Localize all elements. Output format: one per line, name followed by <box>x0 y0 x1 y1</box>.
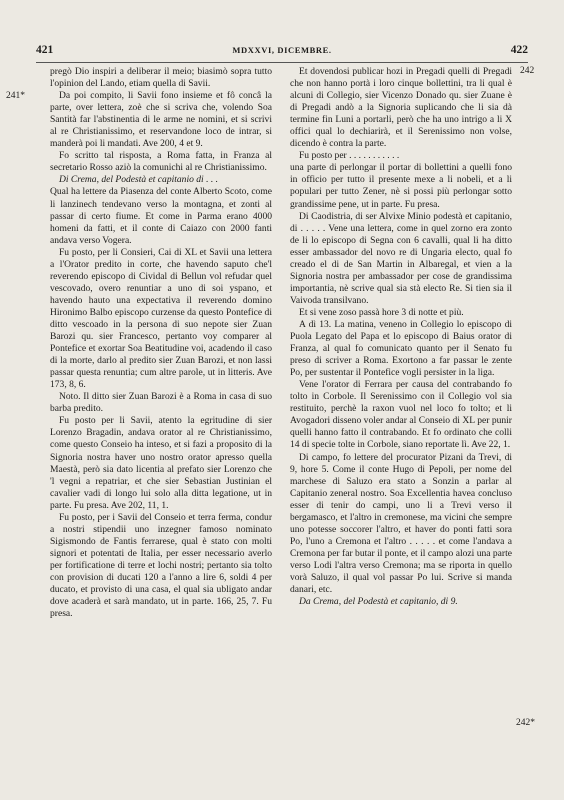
paragraph: Et dovendosi publicar hozi in Pregadi quelli di Pregadi che non hanno portà i loro cinque bollettini, tra li qual è alcuni di Collegio, sier Vicenzo Donado qu. sier Zuane è di Pregadi andò a la Signoria suplicando che li sia dà termine fin Luni a portarli, però che ha uno intrigo a li X offici qual lo dechiarirà, et il Serenissimo non volse, dicendo è contra la parte. <box>290 66 512 150</box>
paragraph: pregò Dio inspiri a deliberar il meio; biasimò sopra tutto l'opinion del Lando, etiam quella di Savii. <box>50 66 272 90</box>
paragraph: Di Caodistria, di ser Alvixe Minio podestà et capitanio, di . . . . . Vene una lettera, come in quel zorno era zonto de li lo episcopo di Segna con 6 cavalli, qual li ha ditto esser ambassador del novo re di Ungaria electo, qual fo creado el di de San Martin in Albaregal, et vien a la Signoria nostra per ambassador per cose de grandissima importantia, nè scrive qual sia stà electo Re. Si tien sia il Vaivoda transilvano. <box>290 210 512 306</box>
paragraph: Qual ha lettere da Piasenza del conte Alberto Scoto, come li lanzinech tendevano verso la montagna, et zonti al passar di certo fiume. Et come in Parma erano 4000 homeni da fatti, et il conte di Caiazo con 2000 fanti andava verso Vogera. <box>50 186 272 246</box>
right-column <box>290 66 512 608</box>
margin-ref-right-bottom: 242* <box>516 718 535 728</box>
running-title: MDXXVI, DICEMBRE. <box>232 45 332 55</box>
left-column <box>50 66 272 620</box>
paragraph: una parte di perlongar il portar di bollettini a quelli fono in officio per tutto il presente mexe a li nobeli, et a li populari per tutto Zener, nè si possi più perlongar sotto grandissime pene, ut in parte. Fu presa. <box>290 162 512 210</box>
paragraph: Vene l'orator di Ferrara per causa del contrabando fo tolto in Corbole. Il Serenissimo con il Collegio vol sia restituito, perchè la raxon vuol nel loco fo tolto; et li Avogadori disseno voler andar al Conseio di XL per punir quelli hanno fatto il contrabando. Et fo ordinato che colli 14 di specie tolte in Corbole, siano reportate lì. Ave 22, 1. <box>290 379 512 451</box>
paragraph: Et si vene zoso passà hore 3 di notte et più. <box>299 306 464 318</box>
paragraph: Da poi compito, li Savii fono insieme et fô concâ la parte, over lettera, zoè che si scriva che, volendo Soa Santità far l'abstinentia di le arme ne nomini, et si scrivi al re Christianissimo, et reservandone loco de intrar, si manderà poi li mandati. Ave 200, 4 et 9. <box>50 90 272 150</box>
section-heading: Di Crema, del Podestà et capitanio di . . . <box>59 174 219 186</box>
paragraph: Fu posto per . . . . . . . . . . . <box>299 150 400 162</box>
page-number-right: 422 <box>510 44 528 56</box>
paragraph: Di campo, fo lettere del procurator Pizani da Trevi, di 9, hore 5. Come il conte Hugo di Pepoli, per nome del marchese di Saluzo era stato a Sonzin a parlar al Capitanio zeneral nostro. Soa Excellentia havea concluso esser di tenir do campi, uno li a Trevi verso il bergamasco, et l'altro in cremonese, ma vicini che sempre uno potesse soccorer l'altro, et haver do ponti fatti sora Po, l'uno a Cremona et l'altro . . . . . et come l'andava a Cremona per far butar il ponte, et il campo alozi una parte verso Lodi l'altra verso Cremona; ma se riporta in quello vorà Saluzo, il qual vol passar Po lui. Scrive si manda danari, etc. <box>290 451 512 596</box>
paragraph: Fo scritto tal risposta, a Roma fatta, in Franza al secretario Rosso aziò la comunichi al re Christianissimo. <box>50 150 272 174</box>
paragraph: Fu posto per li Savii, atento la egritudine di sier Lorenzo Bragadin, andava orator al re Christianissimo, come questo Conseio ha inteso, et si fazi a proposito di la Signoria nostra haver uno nostro orator apresso quella Maestà, però sia dato licentia al prefato sier Lorenzo che 'l vegni a repatriar, et che sier Sebastian Justinian el cavalier vadi di longo lui solo alla ditta legatione, ut in parte. Fu presa. Ave 202, 11, 1. <box>50 415 272 511</box>
paragraph: Noto. Il ditto sier Zuan Barozi è a Roma in casa di suo barba predito. <box>50 391 272 415</box>
page-number-left: 421 <box>36 44 54 56</box>
running-header <box>36 44 528 60</box>
margin-ref-right-top: 242 <box>520 66 535 76</box>
paragraph: Fu posto, per li Consieri, Cai di XL et Savii una lettera a l'Orator predito in corte, che havendo saputo che'l reverendo episcopo di Cividal di Bellun vol refudar quel vescovado, overo renuntiar a uno di soi yspano, et havendo hauto una expectativa il reverendo domino Hironimo Balbo episcopo curzense da questo Pontefice di ditto vescoado in la persona di suo nepote sier Zuan Barozi qu. sier Francesco, pertanto voy comparer al Pontefice et exortar Soa Beatitudine voi, acadendo il caso di la morte, darlo al predito sier Zuan Barozi, et non lassi passar questa renuntia; cum altre parole, ut in litteris. Ave 173, 8, 6. <box>50 246 272 391</box>
paragraph: Fu posto, per i Savii del Conseio et terra ferma, condur a nostri stipendii uno inzegner famoso nominato Sigismondo de Fantis ferrarese, qual è stato con molti signori et potentati de Italia, per esser necessario averlo per fortificatione di terre et lochi nostri; pertanto sia tolto con provision di ducati 120 a l'anno a lire 6, soldi 4 per ducato, et provisto di una casa, el qual sia ubligato andar dove acaderà et sarà mandato, ut in parte. 166, 25, 7. Fu presa. <box>50 511 272 620</box>
section-heading: Da Crema, del Podestà et capitanio, di 9. <box>299 596 458 608</box>
paragraph: A dì 13. La matina, veneno in Collegio lo episcopo di Puola Legato del Papa et lo episcopo di Baius orator di Franza, al qual fo comunicato quanto per il Senato fu preso di scriver a Roma. Exortono a far passar le zente Po, per sustentar il Pontefice vogli persister in la liga. <box>290 318 512 379</box>
margin-ref-left: 241* <box>6 91 25 101</box>
header-rule <box>36 62 528 63</box>
